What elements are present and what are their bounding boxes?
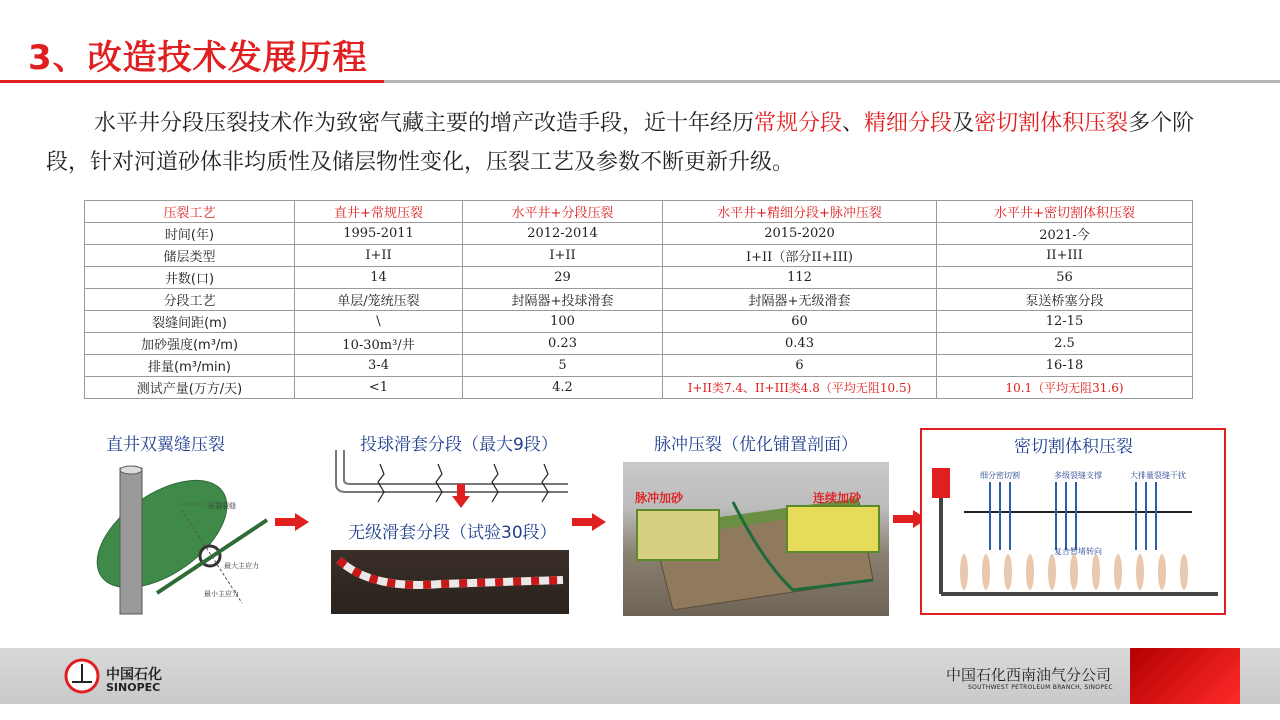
panel-caption-ball-sleeve: 投球滑套分段（最大9段）	[360, 435, 558, 455]
label-fine-cut: 细分密切割	[980, 471, 1020, 480]
wellbore-top-shape	[120, 466, 142, 474]
table-cell: 3-4	[295, 355, 463, 377]
label-multi-support: 多级裂缝支撑	[1054, 471, 1102, 480]
table-header-cell: 水平井+精细分段+脉冲压裂	[663, 201, 937, 223]
row-label: 井数(口)	[85, 267, 295, 289]
table-cell: 4.2	[463, 377, 663, 399]
table-cell: 29	[463, 267, 663, 289]
table-header-cell: 水平井+密切割体积压裂	[937, 201, 1193, 223]
table-cell: 封隔器+无级滑套	[663, 289, 937, 311]
row-label: 测试产量(万方/天)	[85, 377, 295, 399]
page-title: 3、改造技术发展历程	[28, 38, 368, 78]
row-label: 裂缝间距(m)	[85, 311, 295, 333]
continuous-sand-inset	[787, 506, 879, 552]
pulse-fracturing-illustration	[623, 462, 889, 616]
sinopec-logo-icon	[62, 656, 102, 696]
intro-paragraph	[46, 104, 1226, 182]
table-cell: 单层/笼统压裂	[295, 289, 463, 311]
label-pulse-sand: 脉冲加砂	[635, 491, 684, 505]
table-cell: <1	[295, 377, 463, 399]
table-row	[85, 223, 1193, 245]
table-cell-highlight: I+II类7.4、II+III类4.8（平均无阻10.5)	[663, 377, 937, 399]
table-row	[85, 377, 1193, 399]
logo-text-en: SINOPEC	[106, 681, 161, 694]
intro-separator-1: 、	[842, 111, 865, 136]
footer-red-block	[1130, 648, 1240, 704]
arrow-right-icon	[275, 513, 309, 531]
table-cell: 6	[663, 355, 937, 377]
stepless-sleeve-photo	[331, 550, 569, 614]
table-cell: 0.23	[463, 333, 663, 355]
perforation-flares	[960, 554, 1188, 590]
table-header-cell: 水平井+分段压裂	[463, 201, 663, 223]
table-cell: 5	[463, 355, 663, 377]
label-large-rate: 大排量裂缝干扰	[1130, 471, 1186, 480]
table-cell: 16-18	[937, 355, 1193, 377]
table-cell: 2.5	[937, 333, 1193, 355]
table-row	[85, 267, 1193, 289]
stepless-sleeve-shape	[331, 550, 569, 614]
panel-caption-stepless-sleeve: 无级滑套分段（试验30段）	[348, 523, 557, 543]
label-continuous-sand: 连续加砂	[813, 491, 862, 505]
intro-highlight-conventional: 常规分段	[754, 111, 843, 136]
table-row	[85, 333, 1193, 355]
row-label: 加砂强度(m³/m)	[85, 333, 295, 355]
table-cell: 0.43	[663, 333, 937, 355]
wellbore-inner-shape	[344, 450, 568, 484]
table-cell: 12-15	[937, 311, 1193, 333]
table-row	[85, 289, 1193, 311]
table-cell: I+II	[295, 245, 463, 267]
intro-text-1: 水平井分段压裂技术作为致密气藏主要的增产改造手段，近十年经历	[94, 111, 755, 136]
table-cell: 2021-今	[937, 223, 1193, 245]
table-row	[85, 245, 1193, 267]
pulse-fracturing-shape	[623, 462, 889, 616]
table-cell-highlight: 10.1（平均无阻31.6)	[937, 377, 1193, 399]
row-label: 时间(年)	[85, 223, 295, 245]
table-cell: 2012-2014	[463, 223, 663, 245]
table-row	[85, 311, 1193, 333]
label-composite-diversion: 复合暂堵转向	[1054, 547, 1102, 556]
label-max-stress: 最大主应力	[224, 562, 259, 570]
label-fracture: 压裂裂缝	[208, 502, 236, 510]
vertical-well-fracture-diagram	[62, 458, 282, 616]
table-header-cell: 直井+常规压裂	[295, 201, 463, 223]
company-name-en: SOUTHWEST PETROLEUM BRANCH, SINOPEC	[968, 684, 1113, 691]
table-cell: 100	[463, 311, 663, 333]
table-cell: 112	[663, 267, 937, 289]
panel-caption-vertical-well: 直井双翼缝压裂	[106, 435, 225, 455]
label-min-stress: 最小主应力	[204, 590, 239, 598]
fracturing-parameters-table	[84, 200, 1193, 399]
table-cell: I+II	[463, 245, 663, 267]
company-name-cn: 中国石化西南油气分公司	[946, 666, 1112, 684]
panel-caption-dense-cut: 密切割体积压裂	[1014, 437, 1133, 457]
table-cell: II+III	[937, 245, 1193, 267]
row-label: 排量(m³/min)	[85, 355, 295, 377]
table-cell: \	[295, 311, 463, 333]
table-cell: 泵送桥塞分段	[937, 289, 1193, 311]
wellbore-shape	[120, 468, 142, 614]
wellhead-shape	[932, 468, 950, 498]
table-row	[85, 355, 1193, 377]
intro-highlight-fine: 精细分段	[864, 111, 953, 136]
table-cell: 2015-2020	[663, 223, 937, 245]
intro-text-2: 多个阶段，针对河道砂体非均质性及储层物性变化，压裂工艺及参数不断更新升级。	[46, 111, 1195, 175]
table-cell: 56	[937, 267, 1193, 289]
intro-highlight-dense-cut: 密切割体积压裂	[974, 111, 1129, 136]
row-label: 分段工艺	[85, 289, 295, 311]
ball-sleeve-diagram	[330, 448, 570, 508]
dense-fractures	[990, 482, 1156, 550]
table-header-row	[85, 201, 1193, 223]
arrow-right-icon	[572, 513, 606, 531]
dense-cut-diagram	[924, 454, 1224, 612]
table-header-cell: 压裂工艺	[85, 201, 295, 223]
intro-separator-2: 及	[952, 111, 975, 136]
table-cell: 1995-2011	[295, 223, 463, 245]
logo-text-cn: 中国石化	[106, 667, 162, 683]
table-cell: 14	[295, 267, 463, 289]
pulse-sand-inset	[637, 510, 719, 560]
table-cell: I+II（部分II+III)	[663, 245, 937, 267]
arrow-down-icon	[452, 484, 470, 508]
panel-caption-pulse-fracturing: 脉冲压裂（优化铺置剖面）	[654, 435, 858, 455]
row-label: 储层类型	[85, 245, 295, 267]
table-cell: 封隔器+投球滑套	[463, 289, 663, 311]
wellbore-outline-shape	[336, 450, 568, 492]
table-cell: 10-30m³/井	[295, 333, 463, 355]
fracture-wing-shape	[78, 459, 245, 609]
title-underline	[0, 80, 1280, 83]
table-cell: 60	[663, 311, 937, 333]
